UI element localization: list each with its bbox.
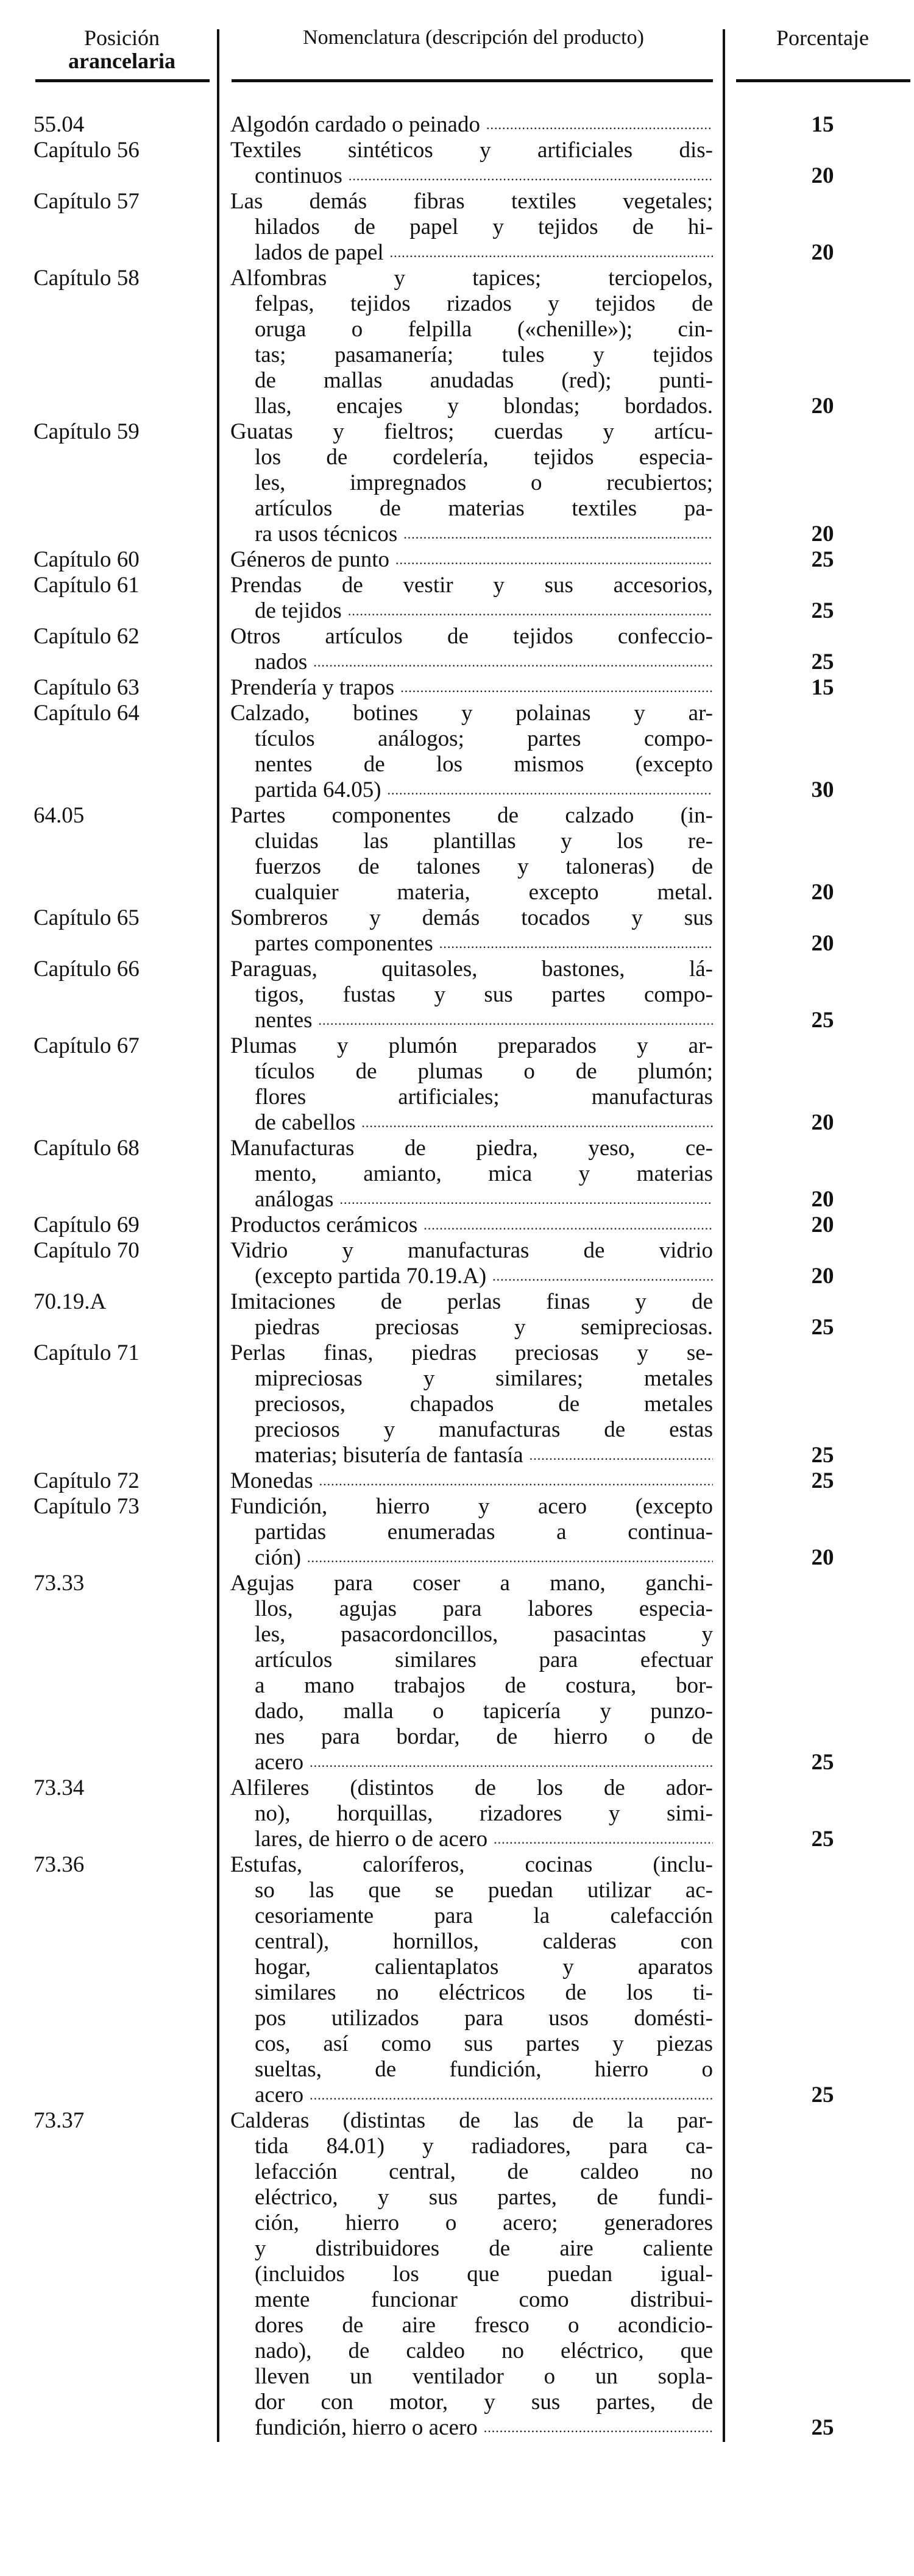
table-row	[0, 957, 914, 1033]
description-text: Productos cerámicos	[230, 1212, 418, 1237]
description-line: sueltas, de fundición, hierro o	[255, 2057, 713, 2082]
description-line: Fundición, hierro y acero (excepto	[230, 1494, 713, 1519]
description-line	[230, 931, 713, 957]
table-row	[0, 905, 914, 957]
dot-leader	[492, 1264, 713, 1289]
table-row	[0, 573, 914, 624]
percentage-value: 20	[811, 163, 834, 188]
table-row	[0, 189, 914, 266]
description-text: fundición, hierro o acero	[255, 2415, 478, 2440]
percentage-value: 25	[811, 547, 834, 572]
description-text: Algodón cardado o peinado	[230, 112, 480, 137]
description-text: materias; bisutería de fantasía	[255, 1443, 523, 1468]
tariff-position: Capítulo 61	[34, 573, 140, 598]
table-row	[0, 1571, 914, 1775]
description-text: acero	[255, 1750, 304, 1775]
dot-leader	[310, 2082, 713, 2108]
description-line: tas; pasamanería; tules y tejidos	[255, 342, 713, 367]
table-row	[0, 2108, 914, 2441]
product-description	[230, 112, 713, 138]
table-row	[0, 112, 914, 138]
table-row	[0, 1775, 914, 1852]
description-line: Sombreros y demás tocados y sus	[230, 905, 713, 930]
dot-leader	[313, 649, 713, 675]
description-line: no), horquillas, rizadores y simi-	[255, 1801, 713, 1826]
product-description	[230, 1494, 713, 1571]
description-line	[230, 547, 713, 573]
description-line: los de cordelería, tejidos especia-	[255, 445, 713, 470]
table-row	[0, 138, 914, 189]
description-line: Textiles sintéticos y artificiales dis-	[230, 138, 713, 163]
tariff-position: Capítulo 71	[34, 1340, 140, 1365]
table-row	[0, 1289, 914, 1340]
description-line: central), hornillos, calderas con	[255, 1929, 713, 1954]
dot-leader	[307, 1545, 713, 1571]
dot-leader	[348, 598, 713, 624]
product-description	[230, 701, 713, 803]
description-line: cesoriamente para la calefacción	[255, 1903, 713, 1928]
description-text: nados	[255, 649, 308, 674]
dot-leader	[388, 777, 713, 803]
tariff-position: Capítulo 67	[34, 1033, 140, 1058]
dot-leader	[319, 1008, 713, 1033]
table-row	[0, 1340, 914, 1468]
description-text: partida 64.05)	[255, 777, 381, 802]
percentage-value: 20	[811, 522, 834, 547]
description-line	[230, 240, 713, 266]
product-description	[230, 547, 713, 573]
table-row	[0, 547, 914, 573]
description-text: partes componentes	[255, 931, 433, 956]
description-line: a mano trabajos de costura, bor-	[255, 1673, 713, 1698]
description-line: felpas, tejidos rizados y tejidos de	[255, 291, 713, 316]
percentage-value: 25	[811, 1468, 834, 1493]
product-description	[230, 1852, 713, 2108]
description-line: flores artificiales; manufacturas	[255, 1085, 713, 1109]
table-row	[0, 1852, 914, 2108]
description-text: ra usos técnicos	[255, 522, 398, 547]
description-text: nentes	[255, 1008, 313, 1033]
description-text: Géneros de punto	[230, 547, 389, 572]
dot-leader	[484, 2415, 713, 2441]
product-description	[230, 1571, 713, 1775]
percentage-value: 20	[811, 1212, 834, 1237]
description-line: nado), de caldeo no eléctrico, que	[255, 2338, 713, 2363]
description-line: Partes componentes de calzado (in-	[230, 803, 713, 828]
description-line: tículos análogos; partes compo-	[255, 726, 713, 751]
description-line: similares no eléctricos de los ti-	[255, 1980, 713, 2005]
description-line: preciosos, chapados de metales	[255, 1392, 713, 1417]
tariff-position: Capítulo 57	[34, 189, 140, 214]
product-description	[230, 957, 713, 1033]
percentage-value: 20	[811, 880, 834, 905]
percentage-value: 25	[811, 1750, 834, 1775]
product-description	[230, 1136, 713, 1212]
description-line: hogar, calientaplatos y aparatos	[255, 1955, 713, 1980]
percentage-value: 25	[811, 1827, 834, 1852]
description-line: Calderas (distintas de las de la par-	[230, 2108, 713, 2133]
dot-leader	[400, 675, 713, 701]
description-text: (excepto partida 70.19.A)	[255, 1264, 487, 1289]
dot-leader	[349, 163, 713, 189]
description-line: dor con motor, y sus partes, de	[255, 2390, 713, 2415]
percentage-value: 25	[811, 1315, 834, 1340]
tariff-position: 73.37	[34, 2108, 85, 2133]
dot-leader	[486, 112, 713, 138]
dot-leader	[319, 1468, 713, 1494]
header-rule-nomenclature	[232, 79, 713, 82]
description-text: lares, de hierro o de acero	[255, 1827, 488, 1852]
tariff-position: Capítulo 65	[34, 905, 140, 930]
description-text: de tejidos	[255, 598, 342, 623]
header-position-line2: arancelaria	[68, 49, 175, 73]
header-percentage: Porcentaje	[776, 26, 869, 50]
tariff-position: Capítulo 63	[34, 675, 140, 700]
description-line	[230, 1264, 713, 1289]
description-text: ción)	[255, 1545, 302, 1570]
product-description	[230, 2108, 713, 2441]
tariff-position: 73.36	[34, 1852, 85, 1877]
tariff-position: 64.05	[34, 803, 85, 828]
percentage-value: 20	[811, 1545, 834, 1570]
description-line	[230, 777, 713, 803]
description-line: Guatas y fieltros; cuerdas y artícu-	[230, 419, 713, 444]
product-description	[230, 266, 713, 419]
description-line: oruga o felpilla («chenille»); cin-	[255, 317, 713, 342]
description-line: tículos de plumas o de plumón;	[255, 1059, 713, 1084]
tariff-position: Capítulo 70	[34, 1238, 140, 1263]
dot-leader	[423, 1212, 713, 1238]
description-line: pos utilizados para usos domésti-	[255, 2006, 713, 2031]
description-line: mente funcionar como distribui-	[255, 2287, 713, 2312]
description-line: (incluidos los que puedan igual-	[255, 2262, 713, 2287]
percentage-value: 25	[811, 649, 834, 674]
percentage-value: 25	[811, 2082, 834, 2107]
percentage-value: 20	[811, 240, 834, 265]
description-line: Calzado, botines y polainas y ar-	[230, 701, 713, 726]
description-line: mento, amianto, mica y materias	[255, 1161, 713, 1186]
table-row	[0, 419, 914, 547]
tariff-position: Capítulo 73	[34, 1494, 140, 1519]
percentage-value: 20	[811, 1187, 834, 1212]
dot-leader	[339, 1187, 713, 1212]
description-line: cualquier materia, excepto metal.	[255, 880, 713, 905]
table-row	[0, 1033, 914, 1136]
product-description	[230, 905, 713, 957]
table-row	[0, 701, 914, 803]
description-line: llas, encajes y blondas; bordados.	[255, 394, 713, 419]
percentage-value: 20	[811, 394, 834, 419]
description-line: artículos de materias textiles pa-	[255, 496, 713, 521]
table-row	[0, 803, 914, 905]
description-line	[230, 598, 713, 624]
description-line: fuerzos de talones y taloneras) de	[255, 854, 713, 879]
header-nomenclature: Nomenclatura (descripción del producto)	[303, 26, 644, 49]
product-description	[230, 675, 713, 701]
product-description	[230, 624, 713, 675]
description-line: ción, hierro o acero; generadores	[255, 2210, 713, 2235]
dot-leader	[390, 240, 713, 266]
description-line	[230, 1212, 713, 1238]
description-line	[230, 1008, 713, 1033]
product-description	[230, 1212, 713, 1238]
description-line: piedras preciosas y semipreciosas.	[255, 1315, 713, 1340]
description-line: de mallas anudadas (red); punti-	[255, 368, 713, 393]
description-line: les, impregnados o recubiertos;	[255, 470, 713, 495]
description-line	[230, 1750, 713, 1775]
description-text: lados de papel	[255, 240, 384, 265]
percentage-value: 20	[811, 1264, 834, 1289]
dot-leader	[403, 522, 713, 547]
description-text: continuos	[255, 163, 342, 188]
description-line: nentes de los mismos (excepto	[255, 752, 713, 777]
tariff-position: Capítulo 58	[34, 266, 140, 291]
product-description	[230, 1033, 713, 1136]
description-line: nes para bordar, de hierro o de	[255, 1724, 713, 1749]
table-row	[0, 1494, 914, 1571]
description-line: y distribuidores de aire caliente	[255, 2236, 713, 2261]
product-description	[230, 1238, 713, 1289]
description-line: preciosos y manufacturas de estas	[255, 1417, 713, 1442]
product-description	[230, 1340, 713, 1468]
table-row	[0, 1468, 914, 1494]
description-line: tigos, fustas y sus partes compo-	[255, 982, 713, 1007]
description-line	[230, 649, 713, 675]
dot-leader	[310, 1750, 713, 1775]
percentage-value: 20	[811, 1110, 834, 1135]
dot-leader	[439, 931, 713, 957]
product-description	[230, 138, 713, 189]
tariff-position: Capítulo 72	[34, 1468, 140, 1493]
dot-leader	[361, 1110, 713, 1136]
description-line: artículos similares para efectuar	[255, 1647, 713, 1672]
description-line: hilados de papel y tejidos de hi-	[255, 214, 713, 239]
table-row	[0, 624, 914, 675]
percentage-value: 20	[811, 931, 834, 956]
product-description	[230, 189, 713, 266]
tariff-position: Capítulo 64	[34, 701, 140, 726]
description-text: análogas	[255, 1187, 334, 1212]
tariff-position: 73.33	[34, 1571, 85, 1596]
description-line: Prendas de vestir y sus accesorios,	[230, 573, 713, 598]
description-line	[230, 112, 713, 138]
tariff-position: Capítulo 69	[34, 1212, 140, 1237]
tariff-position: Capítulo 59	[34, 419, 140, 444]
tariff-position: Capítulo 62	[34, 624, 140, 649]
percentage-value: 25	[811, 1443, 834, 1468]
description-line: Estufas, caloríferos, cocinas (inclu-	[230, 1852, 713, 1877]
dot-leader	[395, 547, 713, 573]
description-line: Imitaciones de perlas finas y de	[230, 1289, 713, 1314]
product-description	[230, 1289, 713, 1340]
percentage-value: 15	[811, 112, 834, 137]
percentage-value: 15	[811, 675, 834, 700]
description-line: Otros artículos de tejidos confeccio-	[230, 624, 713, 649]
description-text: Monedas	[230, 1468, 313, 1493]
product-description	[230, 1775, 713, 1852]
description-line	[230, 675, 713, 701]
description-line: cluidas las plantillas y los re-	[255, 829, 713, 854]
description-line	[230, 1187, 713, 1212]
description-line: llos, agujas para labores especia-	[255, 1596, 713, 1621]
table-row	[0, 1212, 914, 1238]
description-line	[230, 2415, 713, 2441]
description-line: lefacción central, de caldeo no	[255, 2159, 713, 2184]
table-row	[0, 1136, 914, 1212]
header-rule-percentage	[736, 79, 910, 82]
description-line: dores de aire fresco o acondicio-	[255, 2313, 713, 2338]
percentage-value: 30	[811, 777, 834, 802]
tariff-position: Capítulo 68	[34, 1136, 140, 1161]
header-position-line1: Posición	[83, 26, 160, 50]
description-line: so las que se puedan utilizar ac-	[255, 1878, 713, 1903]
description-line: Alfileres (distintos de los de ador-	[230, 1775, 713, 1800]
product-description	[230, 419, 713, 547]
description-line	[230, 1110, 713, 1136]
percentage-value: 25	[811, 1008, 834, 1033]
header-rule-position	[35, 79, 210, 82]
tariff-table	[0, 112, 914, 2441]
description-line: Alfombras y tapices; terciopelos,	[230, 266, 713, 291]
description-line: Paraguas, quitasoles, bastones, lá-	[230, 957, 713, 982]
description-line: les, pasacordoncillos, pasacintas y	[255, 1622, 713, 1647]
description-line	[230, 2082, 713, 2108]
tariff-position: Capítulo 56	[34, 138, 140, 163]
tariff-position: 55.04	[34, 112, 85, 137]
description-line	[230, 163, 713, 189]
description-line: cos, así como sus partes y piezas	[255, 2031, 713, 2056]
description-line: mipreciosas y similares; metales	[255, 1366, 713, 1391]
tariff-position: Capítulo 66	[34, 957, 140, 982]
description-line: lleven un ventilador o un sopla-	[255, 2364, 713, 2389]
product-description	[230, 1468, 713, 1494]
description-line: tida 84.01) y radiadores, para ca-	[255, 2134, 713, 2159]
tariff-position: Capítulo 60	[34, 547, 140, 572]
percentage-value: 25	[811, 2415, 834, 2440]
description-line: Manufacturas de piedra, yeso, ce-	[230, 1136, 713, 1161]
tariff-position: 73.34	[34, 1775, 85, 1800]
percentage-value: 25	[811, 598, 834, 623]
description-line	[230, 1468, 713, 1494]
description-line: Perlas finas, piedras preciosas y se-	[230, 1340, 713, 1365]
dot-leader	[530, 1443, 713, 1468]
description-line: Las demás fibras textiles vegetales;	[230, 189, 713, 214]
description-text: Prendería y trapos	[230, 675, 395, 700]
description-line: Vidrio y manufacturas de vidrio	[230, 1238, 713, 1263]
description-line	[230, 1827, 713, 1852]
description-text: acero	[255, 2082, 304, 2107]
product-description	[230, 573, 713, 624]
description-line: Plumas y plumón preparados y ar-	[230, 1033, 713, 1058]
table-row	[0, 675, 914, 701]
table-row	[0, 266, 914, 419]
dot-leader	[494, 1827, 713, 1852]
table-row	[0, 1238, 914, 1289]
description-line: partidas enumeradas a continua-	[255, 1520, 713, 1545]
description-line: eléctrico, y sus partes, de fundi-	[255, 2185, 713, 2210]
product-description	[230, 803, 713, 905]
tariff-position: 70.19.A	[34, 1289, 107, 1314]
description-line: Agujas para coser a mano, ganchi-	[230, 1571, 713, 1596]
description-line	[230, 1443, 713, 1468]
description-line	[230, 1545, 713, 1571]
description-text: de cabellos	[255, 1110, 356, 1135]
description-line: dado, malla o tapicería y punzo-	[255, 1699, 713, 1724]
description-line	[230, 522, 713, 547]
